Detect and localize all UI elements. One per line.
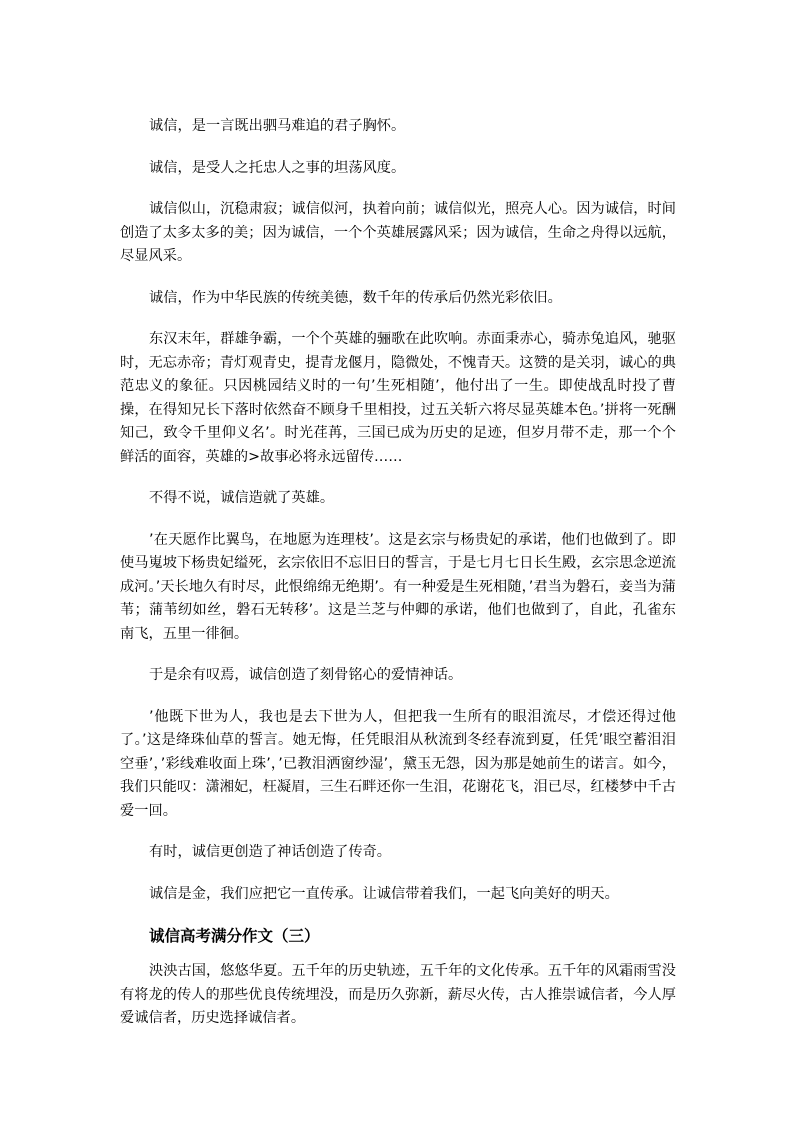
paragraph-4: 诚信，作为中华民族的传统美德，数千年的传承后仍然光彩依旧。 bbox=[149, 289, 562, 306]
paragraph-1: 诚信，是一言既出驷马难追的君子胸怀。 bbox=[149, 118, 406, 134]
section-heading: 诚信高考满分作文（三） bbox=[149, 927, 320, 945]
paragraph-5: 东汉末年，群雄争霸，一个个英雄的骊歌在此吹响。赤面秉赤心，骑赤兔追风，驰驱时，无忘赤帝；青灯观青史，提青龙偃月，隐微处，不愧青天。这赞的是关羽，诚心的典范忠义的象征。只因桃园结义时的一句’生死相随’，他付出了一生。即使战乱时投了曹操，在得知兄长下落时依然奋不顾身千里相投，过五关斩六将尽显英雄本色。’拼将一死酬知己，致令千里仰义名’。时光荏苒，三国已成为历史的足迹，但岁月带不走，那一个个鲜活的面容，英雄的>故事必将永远留传…… bbox=[120, 331, 676, 465]
paragraph-9: ’他既下世为人，我也是去下世为人，但把我一生所有的眼泪流尽，才偿还得过他了。’这是绛珠仙草的誓言。她无悔，任凭眼泪从秋流到冬经春流到夏，任凭’眼空蓄泪泪空垂’，’彩线难收面上珠’，’已教泪洒窗纱湿’，黛玉无怨，因为那是她前生的诺言。如今，我们只能叹：潇湘妃，枉凝眉，三生石畔还你一生泪，花谢花飞，泪已尽，红楼梦中千古爱一回。 bbox=[120, 708, 676, 819]
paragraph-6: 不得不说，诚信造就了英雄。 bbox=[149, 490, 335, 506]
paragraph-3: 诚信似山，沉稳肃寂；诚信似河，执着向前；诚信似光，照亮人心。因为诚信，时间创造了太多太多的美；因为诚信，一个个英雄展露风采；因为诚信，生命之舟得以远航，尽显风采。 bbox=[120, 201, 676, 264]
paragraph-10: 有时，诚信更创造了神话创造了传奇。 bbox=[149, 844, 392, 860]
paragraph-8: 于是余有叹焉，诚信创造了刻骨铭心的爱情神话。 bbox=[149, 667, 463, 683]
paragraph-12: 泱泱古国，悠悠华夏。五千年的历史轨迹，五千年的文化传承。五千年的风霜雨雪没有将龙的传人的那些优良传统埋没，而是历久弥新，薪尽火传，古人推崇诚信者，今人厚爱诚信者，历史选择诚信者。 bbox=[120, 963, 676, 1026]
paragraph-7: ’在天愿作比翼鸟，在地愿为连理枝’。这是玄宗与杨贵妃的承诺，他们也做到了。即使马嵬坡下杨贵妃缢死，玄宗依旧不忘旧日的誓言，于是七月七日长生殿，玄宗思念逆流成河。’天长地久有时尽，此恨绵绵无绝期’。有一种爱是生死相随，’君当为磐石，妾当为蒲苇；蒲苇纫如丝，磐石无转移’。这是兰芝与仲卿的承诺，他们也做到了，自此，孔雀东南飞，五里一徘徊。 bbox=[120, 531, 676, 642]
paragraph-2: 诚信，是受人之托忠人之事的坦荡风度。 bbox=[149, 159, 406, 176]
paragraph-11: 诚信是金，我们应把它一直传承。让诚信带着我们，一起飞向美好的明天。 bbox=[149, 885, 619, 902]
